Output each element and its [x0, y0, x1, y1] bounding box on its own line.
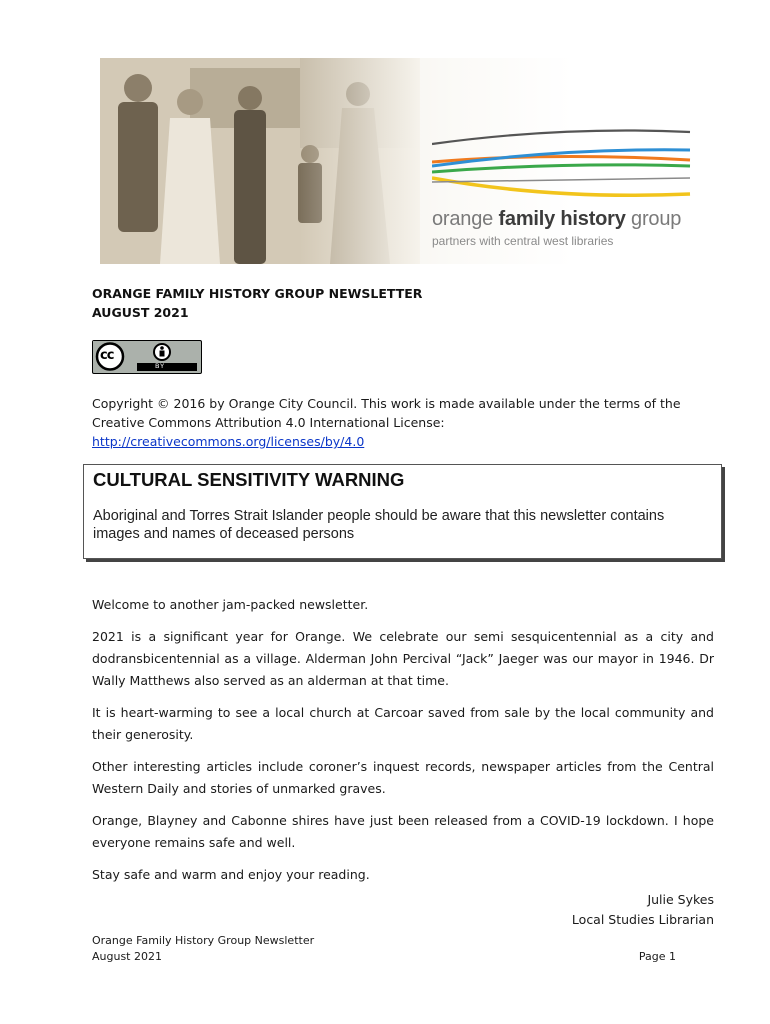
historical-family-photo — [100, 58, 420, 264]
paragraph-articles: Other interesting articles include coroner’s inquest records, newspaper articles from the Central Western Daily and stories of unmarked graves. — [92, 759, 714, 796]
logo-suffix: group — [631, 208, 682, 230]
logo-prefix: orange — [432, 208, 494, 230]
signoff-name: Julie Sykes — [647, 892, 714, 907]
signoff-role: Local Studies Librarian — [571, 912, 714, 927]
newsletter-title-line1: ORANGE FAMILY HISTORY GROUP NEWSLETTER — [92, 286, 423, 301]
logo-swoosh-lines — [432, 122, 692, 212]
copyright-text: Copyright © 2016 by Orange City Council. This work is made available under the terms of the Creative Commons Attribution 4.0 International License: — [92, 396, 681, 430]
cc-text: cc — [100, 348, 114, 363]
paragraph-significant-year: 2021 is a significant year for Orange. We celebrate our semi sesquicentennial as a city and dodransbicentennial as a village. Alderman John Percival “Jack” Jaeger was our mayor in 1946. Dr Wally Matthews also served as an alderman at that time. — [92, 629, 714, 688]
paragraph-carcoar-church: It is heart-warming to see a local church at Carcoar saved from sale by the local community and their generosity. — [92, 705, 714, 742]
page-number: Page 1 — [638, 950, 676, 963]
page-footer-left — [92, 933, 314, 965]
newsletter-title — [92, 284, 422, 322]
paragraph-lockdown: Orange, Blayney and Cabonne shires have just been released from a COVID-19 lockdown. I hope everyone remains safe and well. — [92, 813, 714, 850]
warning-body: Aboriginal and Torres Strait Islander people should be aware that this newsletter contains images and names of deceased persons — [93, 508, 665, 542]
copyright-notice — [92, 394, 692, 451]
newsletter-title-line2: AUGUST 2021 — [92, 305, 189, 320]
paragraph-welcome: Welcome to another jam-packed newsletter. — [92, 597, 369, 612]
logo-wordmark — [432, 208, 681, 231]
paragraph-stay-safe: Stay safe and warm and enjoy your reading. — [92, 867, 370, 882]
by-text: BY — [155, 362, 166, 370]
logo-tagline: partners with central west libraries — [432, 234, 614, 248]
logo-bold: family history — [498, 208, 626, 230]
footer-publication: Orange Family History Group Newsletter — [92, 934, 315, 947]
license-link[interactable]: http://creativecommons.org/licenses/by/4.0 — [92, 434, 365, 449]
header-banner — [100, 58, 692, 264]
newsletter-body — [92, 594, 714, 896]
warning-heading: CULTURAL SENSITIVITY WARNING — [93, 469, 405, 490]
signoff — [572, 890, 714, 930]
cc-by-license-badge[interactable] — [92, 340, 202, 374]
cultural-sensitivity-warning-box — [83, 464, 722, 559]
footer-date: August 2021 — [92, 950, 162, 963]
